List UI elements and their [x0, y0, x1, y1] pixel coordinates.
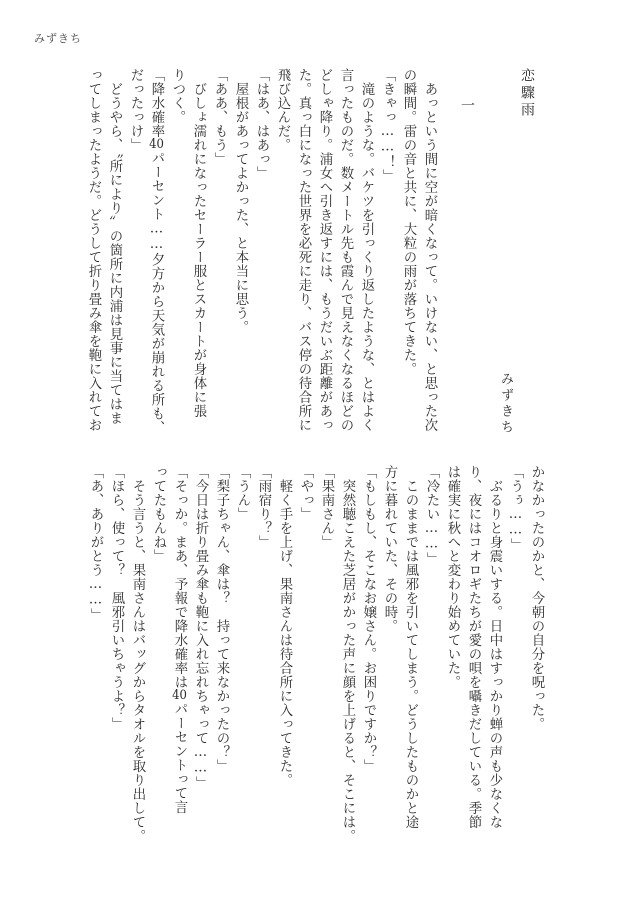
text-line: かなかったのかと、今朝の自分を呪った。 — [529, 465, 544, 731]
text-line: 「そっか。まあ、予報で降水確率は40パーセントって言 — [172, 465, 187, 815]
text-line: どうやら、〝所により〟の箇所に内浦は見事に当てはま — [107, 68, 122, 426]
text-line: りつく。 — [170, 68, 185, 124]
text-line: の瞬間。雷の音と共に、大粒の雨が落ちてきた。 — [401, 68, 416, 376]
text-line: 「ああ、もう」 — [212, 68, 227, 166]
text-line: 「降水確率40パーセント……夕方から天気が崩れる所も、 — [149, 68, 164, 435]
story-title: 恋驟雨 — [519, 68, 535, 119]
text-line: 「はあ、はあっ」 — [254, 68, 269, 180]
text-line: だったっけ」 — [128, 68, 143, 152]
text-line: 「あ、ありがとう……」 — [88, 465, 103, 623]
text-line: 屋根があってよかった、と本当に思う。 — [233, 68, 248, 334]
text-line: 飛び込んだ。 — [275, 68, 290, 152]
author-name: みずきち — [498, 372, 513, 436]
text-line: り、夜にはコオロギたちが愛の唄を囁きだしている。季節 — [466, 465, 481, 829]
text-line: ぶるりと身震いする。日中はすっかり蝉の声も少なくな — [487, 465, 502, 829]
text-line: 言ったものだ。数メートル先も霞んで見えなくなるほどの — [338, 68, 353, 432]
chapter-number: 一 — [459, 98, 475, 113]
text-line: 「もしもし、そこなお嬢さん。お困りですか？」 — [361, 465, 376, 773]
text-line: 軽く手を上げ、果南さんは待合所に入ってきた。 — [277, 465, 292, 787]
text-line: 「今日は折り畳み傘も鞄に入れ忘れちゃって……」 — [193, 465, 208, 791]
text-line: そう言うと、果南さんはバッグからタオルを取り出して。 — [130, 465, 145, 843]
text-line: 「冷たい……」 — [424, 465, 439, 567]
text-line: 「ほら、使って？ 風邪引いちゃうよ？」 — [109, 465, 124, 731]
text-line: どしゃ降り。浦女へ引き返すには、もうだいぶ距離があっ — [317, 68, 332, 432]
text-line: た。真っ白になった世界を必死に走り、バス停の待合所に — [296, 68, 311, 432]
text-line: 「うぅ……」 — [508, 465, 523, 553]
text-line: このままでは風邪を引いてしまう。どうしたものかと途 — [403, 465, 418, 829]
text-line: 「果南さん」 — [319, 465, 334, 549]
text-line: 方に暮れていた、その時。 — [382, 465, 397, 633]
text-line: ってしまったようだ。どうして折り畳み傘を鞄に入れてお — [86, 68, 101, 432]
text-line: 「雨宿り？」 — [256, 465, 271, 549]
text-line: 「やっ」 — [298, 465, 313, 521]
text-line: 突然聴こえた芝居がかった声に顔を上げると、そこには。 — [340, 465, 355, 843]
text-line: 「梨子ちゃん、傘は？ 持って来なかったの？」 — [214, 465, 229, 773]
text-line: は確実に秋へと変わり始めていた。 — [445, 465, 460, 689]
text-line: 「きゃっ……！」 — [380, 68, 395, 184]
text-line: ってたもんね」 — [151, 465, 166, 563]
text-line: びしょ濡れになったセーラー服とスカートが身体に張 — [191, 68, 206, 418]
text-line: 「うん」 — [235, 465, 250, 521]
running-header: みずきち — [34, 32, 82, 45]
text-line: 滝のような。バケツを引っくり返したような、とはよく — [359, 68, 374, 432]
text-line: あっという間に空が暗くなって。いけない、と思った次 — [422, 68, 437, 432]
